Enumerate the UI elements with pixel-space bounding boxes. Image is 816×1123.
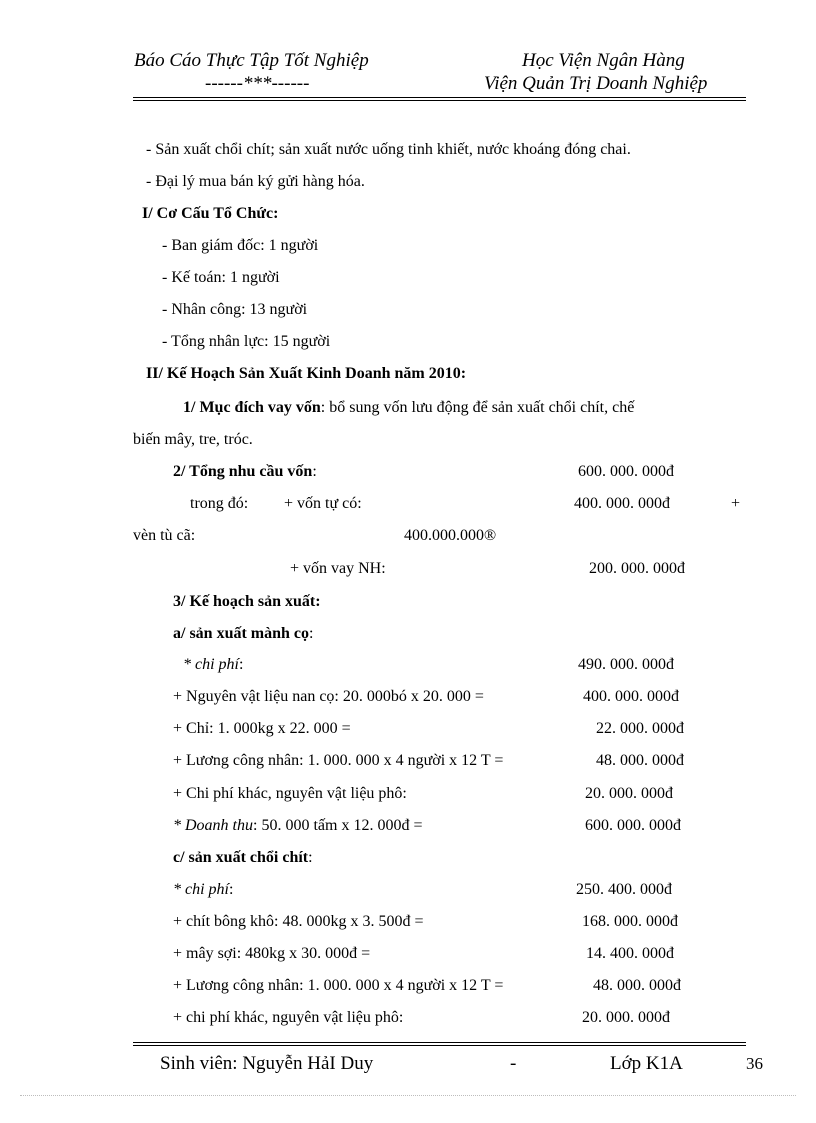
broom-row-2-value: 14. 400. 000đ bbox=[586, 945, 674, 962]
palm-blind-revenue-value: 600. 000. 000đ bbox=[585, 817, 681, 834]
broom-row-4: + chi phí khác, nguyên vật liệu phô: bbox=[173, 1009, 404, 1026]
broom-row-3-value: 48. 000. 000đ bbox=[593, 977, 681, 994]
broom-row-3: + Lương công nhân: 1. 000. 000 x 4 người x 12 T = bbox=[173, 977, 504, 994]
staff-line-1: - Ban giám đốc: 1 người bbox=[162, 237, 319, 254]
purpose-text: : bổ sung vốn lưu động để sản xuất chổi chít, chế bbox=[320, 399, 635, 416]
purpose-continuation: biến mây, tre, tróc. bbox=[133, 431, 253, 448]
bank-loan-label: + vốn vay NH: bbox=[290, 560, 386, 577]
staff-line-2: - Kế toán: 1 người bbox=[162, 269, 280, 286]
broom-row-4-value: 20. 000. 000đ bbox=[582, 1009, 670, 1026]
business-line-1: - Sản xuất chổi chít; sản xuất nước uống tinh khiết, nước khoáng đóng chai. bbox=[146, 141, 631, 158]
palm-blind-row-2: + Chỉ: 1. 000kg x 22. 000 = bbox=[173, 720, 351, 737]
production-plan-heading: 3/ Kế hoạch sản xuất: bbox=[173, 593, 321, 610]
header-right-subtitle: Viện Quản Trị Doanh Nghiệp bbox=[484, 73, 708, 94]
footer-class: Lớp K1A bbox=[610, 1053, 683, 1074]
header-rule-bottom bbox=[133, 100, 746, 101]
palm-blind-row-3: + Lương công nhân: 1. 000. 000 x 4 người x 12 T = bbox=[173, 752, 504, 769]
palm-blind-row-1: + Nguyên vật liệu nan cọ: 20. 000bó x 20. 000 = bbox=[173, 688, 484, 705]
capital-breakdown-label: trong đó: bbox=[190, 495, 249, 512]
capital-need-line bbox=[173, 463, 317, 481]
footer-rule-top bbox=[133, 1042, 746, 1043]
palm-blind-heading bbox=[173, 625, 313, 643]
header-rule-top bbox=[133, 97, 746, 98]
footer-student: Sinh viên: Nguyễn HảI Duy bbox=[160, 1053, 374, 1074]
palm-blind-cost-colon: : bbox=[239, 656, 244, 673]
page-number: 36 bbox=[746, 1054, 763, 1073]
footer-separator: - bbox=[510, 1053, 517, 1074]
palm-blind-revenue-label: * Doanh thu bbox=[173, 817, 253, 834]
header-left-subtitle: ------***------ bbox=[205, 73, 310, 94]
broom-label: c/ sản xuất chổi chít bbox=[173, 849, 309, 866]
page-edge-divider bbox=[20, 1095, 796, 1096]
staff-line-4: - Tổng nhân lực: 15 người bbox=[162, 333, 331, 350]
capital-need-colon: : bbox=[312, 463, 317, 480]
capital-need-label: 2/ Tổng nhu cầu vốn bbox=[173, 463, 313, 480]
bank-loan-value: 200. 000. 000đ bbox=[589, 560, 685, 577]
palm-blind-cost-value: 490. 000. 000đ bbox=[578, 656, 674, 673]
palm-blind-colon: : bbox=[309, 625, 314, 642]
broom-cost-line bbox=[173, 881, 233, 899]
palm-blind-row-2-value: 22. 000. 000đ bbox=[596, 720, 684, 737]
broom-row-2: + mây sợi: 480kg x 30. 000đ = bbox=[173, 945, 371, 962]
palm-blind-row-3-value: 48. 000. 000đ bbox=[596, 752, 684, 769]
broom-cost-value: 250. 400. 000đ bbox=[576, 881, 672, 898]
header-left-title: Báo Cáo Thực Tập Tốt Nghiệp bbox=[134, 50, 369, 71]
broom-colon: : bbox=[308, 849, 313, 866]
section-heading-2: II/ Kế Hoạch Sản Xuất Kinh Doanh năm 2010: bbox=[146, 365, 467, 382]
own-capital-legacy-value: 400.000.000® bbox=[404, 527, 497, 544]
purpose-line bbox=[183, 399, 634, 417]
own-capital-legacy-label: vèn tù cã: bbox=[133, 527, 196, 544]
palm-blind-cost-label: * chi phí bbox=[183, 656, 239, 673]
own-capital-plus: + bbox=[731, 495, 741, 512]
broom-row-1-value: 168. 000. 000đ bbox=[582, 913, 678, 930]
palm-blind-row-4: + Chi phí khác, nguyên vật liệu phô: bbox=[173, 785, 407, 802]
footer-rule-bottom bbox=[133, 1045, 746, 1046]
broom-heading bbox=[173, 849, 313, 867]
broom-row-1: + chít bông khô: 48. 000kg x 3. 500đ = bbox=[173, 913, 424, 930]
palm-blind-row-4-value: 20. 000. 000đ bbox=[585, 785, 673, 802]
palm-blind-revenue-line bbox=[173, 817, 422, 835]
palm-blind-label: a/ sản xuất mành cọ bbox=[173, 625, 310, 642]
broom-cost-label: * chi phí bbox=[173, 881, 229, 898]
header-right-title: Học Viện Ngân Hàng bbox=[522, 50, 685, 71]
section-heading-1: I/ Cơ Cấu Tổ Chức: bbox=[142, 205, 279, 222]
staff-line-3: - Nhân công: 13 người bbox=[162, 301, 308, 318]
broom-cost-colon: : bbox=[229, 881, 234, 898]
own-capital-label: + vốn tự có: bbox=[284, 495, 362, 512]
palm-blind-revenue-text: : 50. 000 tấm x 12. 000đ = bbox=[253, 817, 423, 834]
palm-blind-cost-line bbox=[183, 656, 243, 674]
palm-blind-row-1-value: 400. 000. 000đ bbox=[583, 688, 679, 705]
capital-need-value: 600. 000. 000đ bbox=[578, 463, 674, 480]
own-capital-value: 400. 000. 000đ bbox=[574, 495, 670, 512]
purpose-heading: 1/ Mục đích vay vốn bbox=[183, 399, 321, 416]
business-line-2: - Đại lý mua bán ký gửi hàng hóa. bbox=[146, 173, 365, 190]
